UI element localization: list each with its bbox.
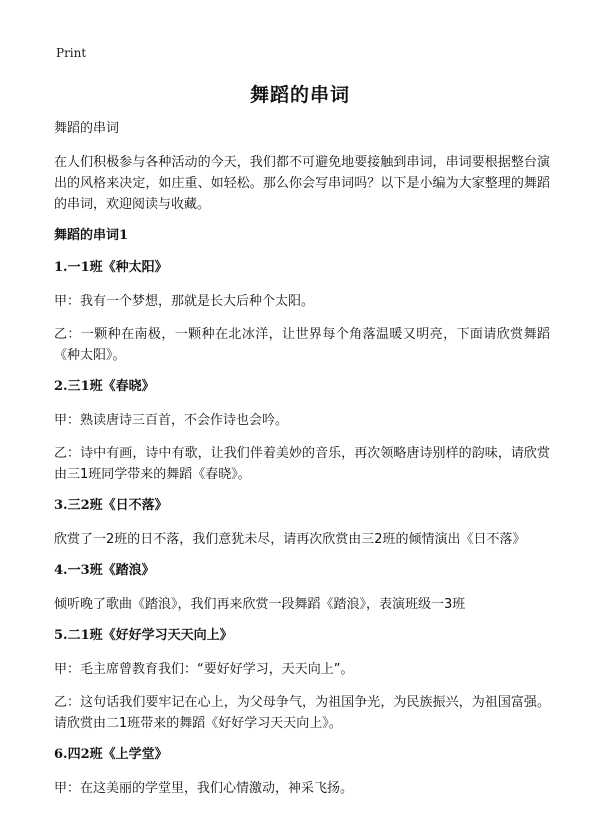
program-heading: 1.一1班《种太阳》 xyxy=(54,260,168,275)
program-line: 欣赏了一2班的日不落，我们意犹未尽，请再次欣赏由三2班的倾情演出《日不落》 xyxy=(54,532,526,547)
program-line: 甲：熟读唐诗三百首，不会作诗也会吟。 xyxy=(54,413,289,428)
program-heading: 3.三2班《日不落》 xyxy=(54,498,168,513)
intro-paragraph: 在人们积极参与各种活动的今天，我们都不可避免地要接触到串词，串词要根据整台演出的风格来决定，如庄重、如轻松。那么你会写串词吗？以下是小编为大家整理的舞蹈的串词，欢迎阅读与收藏。 xyxy=(54,155,550,212)
program-item-2 xyxy=(54,378,550,485)
program-line: 甲：我有一个梦想，那就是长大后种个太阳。 xyxy=(54,294,315,309)
program-item-1 xyxy=(54,259,550,366)
program-line: 甲：在这美丽的学堂里，我们心情激动，神采飞扬。 xyxy=(54,781,354,796)
program-heading: 2.三1班《春晓》 xyxy=(54,379,155,394)
program-line: 乙：一颗种在南极，一颗种在北冰洋，让世界每个角落温暖又明亮，下面请欣赏舞蹈《种太阳》。 xyxy=(54,327,550,363)
program-heading: 6.四2班《上学堂》 xyxy=(54,747,168,762)
program-line: 甲：毛主席曾教育我们：“要好好学习，天天向上”。 xyxy=(54,662,354,677)
document-subtitle: 舞蹈的串词 xyxy=(54,121,120,136)
program-line: 倾听晚了歌曲《踏浪》，我们再来欣赏一段舞蹈《踏浪》，表演班级一3班 xyxy=(54,597,466,612)
page-title: 舞蹈的串词 xyxy=(249,84,350,106)
document-body xyxy=(54,120,550,811)
program-item-3 xyxy=(54,497,550,550)
program-item-6 xyxy=(54,746,550,799)
program-heading: 4.一3班《踏浪》 xyxy=(54,563,155,578)
program-item-4 xyxy=(54,562,550,615)
program-line: 乙：诗中有画，诗中有歌，让我们伴着美妙的音乐，再次领略唐诗别样的韵味，请欣赏由三1班同学带来的舞蹈《春晓》。 xyxy=(54,446,550,482)
program-heading: 5.二1班《好好学习天天向上》 xyxy=(54,628,233,643)
program-line: 乙：这句话我们要牢记在心上，为父母争气，为祖国争光，为民族振兴，为祖国富强。请欣赏由二1班带来的舞蹈《好好学习天天向上》。 xyxy=(54,695,550,731)
print-link[interactable]: Print xyxy=(56,46,87,60)
section-heading: 舞蹈的串词1 xyxy=(54,228,129,243)
program-item-5 xyxy=(54,627,550,734)
